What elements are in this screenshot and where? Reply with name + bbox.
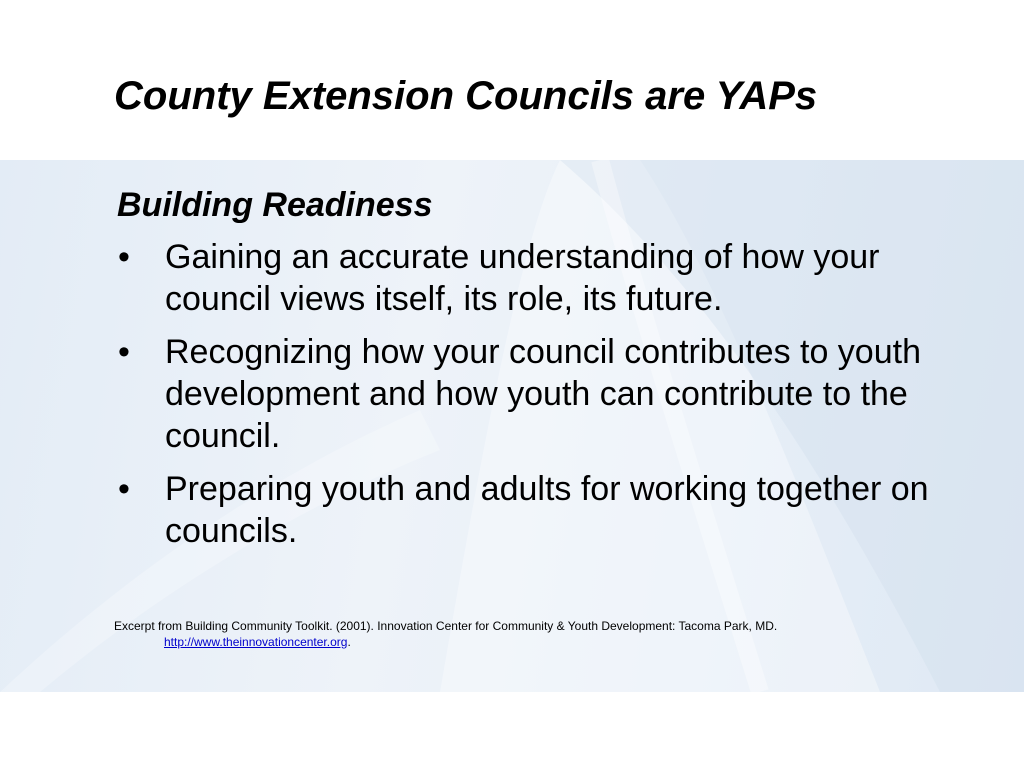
bullet-text: Gaining an accurate understanding of how your council views itself, its role, its future. [165,238,880,318]
citation [114,618,994,650]
citation-trailing: . [347,635,351,649]
citation-link[interactable]: http://www.theinnovationcenter.org [164,635,348,649]
bullet-item [114,468,984,552]
bullet-marker: • [118,238,130,276]
bullet-text: Preparing youth and adults for working together on councils. [165,470,929,550]
bullet-marker: • [118,470,130,508]
slide-title: County Extension Councils are YAPs [114,74,818,118]
bullet-text: Recognizing how your council contributes to youth development and how youth can contribute to the council. [165,333,921,455]
citation-link-line [114,634,994,650]
bullet-item [114,331,984,457]
citation-text: Excerpt from Building Community Toolkit. (2001). Innovation Center for Community & Youth Development: Tacoma Park, MD. [114,619,778,633]
bullet-list [114,236,984,563]
section-subheading: Building Readiness [117,186,433,224]
bullet-marker: • [118,333,130,371]
bullet-item [114,236,984,320]
